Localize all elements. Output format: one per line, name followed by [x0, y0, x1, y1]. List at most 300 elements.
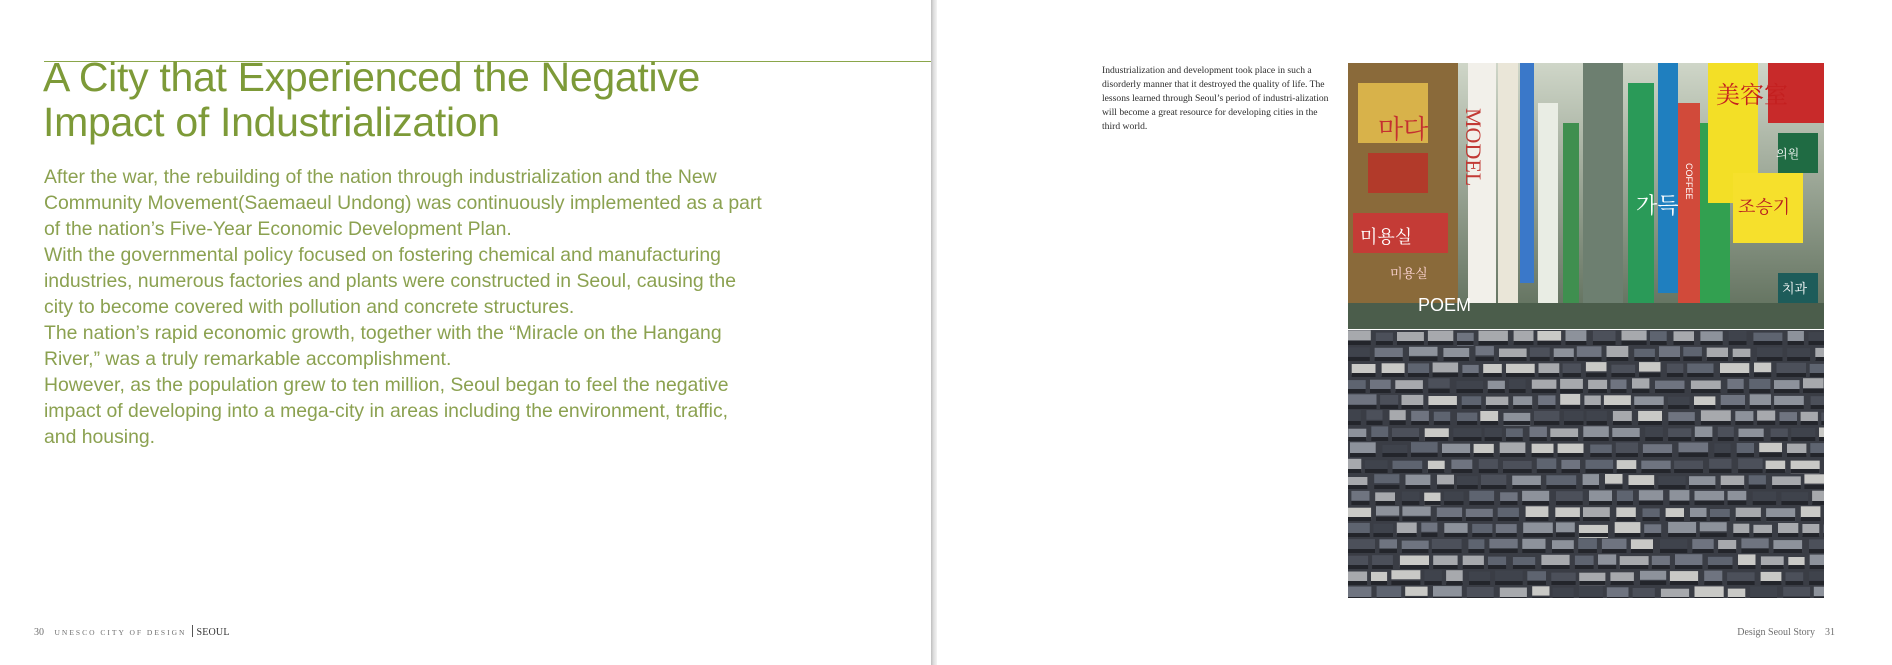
- rooftop: [1694, 396, 1715, 406]
- rooftop-shadow: [1537, 469, 1557, 473]
- rooftop: [1506, 364, 1535, 375]
- rooftop: [1463, 556, 1484, 566]
- rooftop-shadow: [1348, 581, 1367, 585]
- rooftop: [1683, 347, 1702, 356]
- rooftop-shadow: [1402, 501, 1420, 505]
- rooftop: [1532, 444, 1554, 454]
- rooftop-shadow: [1607, 597, 1629, 598]
- rooftop-shadow: [1753, 533, 1772, 537]
- rooftop: [1700, 522, 1727, 531]
- rooftop-shadow: [1700, 533, 1727, 537]
- rooftop-shadow: [1639, 373, 1661, 377]
- rooftop-shadow: [1350, 453, 1376, 457]
- rooftop-shadow: [1348, 405, 1377, 409]
- rooftop-shadow: [1402, 549, 1429, 553]
- rooftop: [1771, 429, 1788, 438]
- rooftop: [1380, 395, 1398, 405]
- rooftop-shadow: [1631, 549, 1653, 553]
- rooftop-shadow: [1691, 389, 1721, 393]
- body-text: [44, 164, 764, 450]
- body-paragraph: With the governmental policy focused on fostering chemical and manufacturing industries, numerous factories and plants were constructed in Seoul, causing the city to become covered with pollution and concrete structures.: [44, 244, 736, 318]
- rooftop: [1598, 554, 1616, 564]
- rooftop: [1411, 442, 1438, 452]
- rooftop: [1409, 347, 1438, 356]
- rooftop: [1791, 428, 1815, 439]
- rooftop: [1444, 523, 1467, 533]
- rooftop-shadow: [1815, 357, 1824, 361]
- sign-dental: 치과: [1782, 282, 1808, 297]
- rooftop-shadow: [1514, 341, 1534, 345]
- rooftop-shadow: [1530, 357, 1550, 361]
- rooftop-shadow: [1432, 549, 1462, 553]
- rooftop-shadow: [1348, 533, 1370, 537]
- rooftop-shadow: [1593, 341, 1616, 345]
- rooftop-shadow: [1561, 469, 1580, 473]
- rooftop-shadow: [1727, 581, 1755, 585]
- rooftop-shadow: [1809, 341, 1825, 345]
- rooftop-shadow: [1513, 405, 1532, 409]
- sign-josunggi: 조승기: [1738, 197, 1791, 218]
- rooftop: [1783, 587, 1810, 596]
- rooftop-shadow: [1558, 453, 1584, 457]
- rooftop: [1586, 460, 1614, 469]
- rooftop-shadow: [1804, 485, 1824, 489]
- rooftop-shadow: [1787, 453, 1806, 457]
- rooftop-shadow: [1738, 469, 1763, 473]
- rooftop-shadow: [1786, 581, 1804, 585]
- rooftop-shadow: [1632, 389, 1649, 393]
- rooftop-shadow: [1534, 421, 1559, 425]
- rooftop-shadow: [1738, 565, 1756, 569]
- rooftop-shadow: [1616, 517, 1636, 521]
- rooftop: [1631, 539, 1653, 550]
- rooftop-shadow: [1611, 389, 1627, 393]
- rooftop-shadow: [1437, 517, 1462, 521]
- rooftop: [1506, 428, 1523, 438]
- rooftop-shadow: [1707, 357, 1728, 361]
- rooftop-shadow: [1457, 485, 1478, 489]
- rooftop-shadow: [1687, 373, 1713, 377]
- rooftop: [1428, 378, 1449, 388]
- rooftop-shadow: [1590, 453, 1612, 457]
- sign-model: MODEL: [1461, 108, 1486, 187]
- rooftop: [1774, 396, 1804, 406]
- rooftop-shadow: [1469, 581, 1490, 585]
- rooftop-shadow: [1617, 501, 1633, 505]
- rooftop-shadow: [1550, 437, 1578, 441]
- sign-gadeuk: 가득: [1636, 194, 1679, 219]
- rooftop: [1527, 571, 1546, 580]
- rooftop: [1366, 410, 1382, 420]
- rooftop: [1774, 380, 1800, 389]
- rooftop-shadow: [1607, 357, 1629, 361]
- rooftop-shadow: [1409, 357, 1438, 361]
- rooftop: [1778, 523, 1798, 533]
- rooftop-shadow: [1425, 437, 1449, 441]
- rooftop-shadow: [1587, 421, 1607, 425]
- rooftop-shadow: [1348, 341, 1371, 345]
- rooftop-shadow: [1485, 437, 1502, 441]
- rooftop-shadow: [1411, 453, 1438, 457]
- rooftop: [1468, 539, 1484, 549]
- sign-poem: POEM: [1418, 295, 1472, 315]
- rooftop-shadow: [1689, 485, 1715, 489]
- rooftop: [1405, 587, 1427, 596]
- rooftop-shadow: [1579, 533, 1608, 537]
- rooftop-shadow: [1783, 597, 1810, 598]
- rooftop-shadow: [1351, 501, 1369, 505]
- rooftop-shadow: [1506, 437, 1523, 441]
- rooftop-shadow: [1483, 373, 1502, 377]
- rooftop-shadow: [1480, 421, 1498, 425]
- rooftop: [1462, 396, 1482, 406]
- rooftop: [1424, 570, 1441, 582]
- rooftop-shadow: [1739, 437, 1764, 441]
- rooftop-shadow: [1733, 357, 1751, 361]
- rooftop-shadow: [1539, 373, 1560, 377]
- rooftop-shadow: [1584, 405, 1600, 409]
- rooftop-shadow: [1527, 581, 1546, 585]
- rooftop: [1537, 331, 1561, 341]
- body-paragraph: After the war, the rebuilding of the nation through industrialization and the New Community Movement(Saemaeul Undong) was continuously implemented as a part of the nation’s Five-Year Economic Development Plan.: [44, 166, 762, 240]
- rooftop-shadow: [1400, 565, 1429, 569]
- rooftop-shadow: [1821, 421, 1824, 425]
- rooftop-shadow: [1554, 357, 1574, 361]
- sign-beauty: 미용실: [1360, 227, 1413, 248]
- rooftop-shadow: [1397, 341, 1424, 345]
- rooftop-shadow: [1451, 469, 1472, 473]
- rooftop-shadow: [1463, 565, 1484, 569]
- rooftop-shadow: [1428, 341, 1453, 345]
- rooftop: [1727, 379, 1743, 391]
- rooftop-shadow: [1643, 517, 1660, 521]
- rooftop-shadow: [1371, 437, 1388, 441]
- rooftop: [1810, 443, 1824, 453]
- rooftop: [1615, 522, 1641, 533]
- rooftop-shadow: [1348, 565, 1368, 569]
- rooftop: [1373, 524, 1393, 534]
- rooftop: [1749, 475, 1766, 484]
- rooftop: [1695, 427, 1713, 438]
- rooftop-shadow: [1428, 389, 1449, 393]
- rooftop-shadow: [1759, 453, 1782, 457]
- rooftop-shadow: [1444, 501, 1463, 505]
- rooftop-shadow: [1408, 373, 1429, 377]
- rooftop: [1554, 348, 1574, 358]
- rooftop: [1611, 380, 1627, 391]
- rooftop-shadow: [1708, 565, 1733, 569]
- rooftop-shadow: [1462, 405, 1482, 409]
- rooftop-shadow: [1690, 517, 1707, 521]
- rooftop: [1639, 362, 1661, 372]
- rooftop: [1721, 395, 1745, 407]
- rooftop-shadow: [1589, 501, 1612, 505]
- rooftop: [1393, 461, 1423, 471]
- rooftop: [1605, 474, 1623, 484]
- rooftop-shadow: [1376, 517, 1399, 521]
- rooftop-shadow: [1504, 421, 1531, 425]
- rooftop-shadow: [1710, 517, 1730, 521]
- rooftop: [1348, 572, 1367, 582]
- rooftop: [1379, 539, 1397, 548]
- rooftop: [1553, 588, 1574, 598]
- rooftop-shadow: [1612, 437, 1639, 441]
- rooftop-shadow: [1718, 437, 1734, 441]
- rooftop: [1437, 508, 1462, 519]
- rooftop: [1801, 506, 1821, 518]
- rooftop-shadow: [1522, 501, 1549, 505]
- photo-caption: Industrialization and development took place in such a disorderly manner that it destroyed the quality of life. The lessons learned through Seoul’s period of industri-alization will become a great resource for developing cities in the third world.: [1102, 65, 1329, 132]
- rooftop-shadow: [1666, 517, 1684, 521]
- rooftop: [1759, 443, 1782, 452]
- rooftop-shadow: [1466, 517, 1493, 521]
- rooftop-shadow: [1348, 549, 1375, 553]
- rooftop: [1754, 363, 1771, 373]
- rooftop: [1537, 458, 1557, 469]
- rooftop-shadow: [1532, 389, 1557, 393]
- rooftop: [1503, 461, 1532, 470]
- rooftop-shadow: [1640, 581, 1666, 585]
- rooftop-shadow: [1757, 421, 1775, 425]
- rooftop-shadow: [1814, 597, 1824, 598]
- rooftop: [1428, 396, 1457, 406]
- rooftop-shadow: [1575, 565, 1594, 569]
- rooftop: [1645, 427, 1663, 438]
- rooftop-shadow: [1819, 437, 1824, 441]
- rooftop-shadow: [1736, 517, 1761, 521]
- rooftop: [1556, 491, 1583, 502]
- rooftop-shadow: [1645, 437, 1663, 441]
- rooftop: [1674, 331, 1695, 342]
- page-number: 30: [34, 627, 44, 638]
- rooftop-shadow: [1560, 389, 1583, 393]
- rooftop: [1804, 474, 1824, 483]
- rooftop-shadow: [1555, 517, 1580, 521]
- rooftop-shadow: [1552, 549, 1574, 553]
- rooftop-shadow: [1583, 517, 1610, 521]
- rooftop: [1701, 410, 1731, 421]
- rooftop-shadow: [1791, 469, 1820, 473]
- rooftop-shadow: [1566, 341, 1587, 345]
- rooftop-shadow: [1733, 533, 1749, 537]
- rooftop-shadow: [1469, 501, 1494, 505]
- rooftop: [1704, 571, 1722, 583]
- rooftop: [1579, 586, 1603, 597]
- rooftop: [1522, 539, 1545, 549]
- rooftop: [1660, 539, 1687, 549]
- folio-divider: [192, 625, 193, 637]
- rooftop: [1667, 364, 1683, 374]
- rooftop: [1750, 587, 1777, 599]
- rooftop-shadow: [1377, 597, 1402, 598]
- rooftop-shadow: [1753, 501, 1776, 505]
- rooftop-shadow: [1379, 549, 1397, 553]
- rooftop-shadow: [1774, 405, 1804, 409]
- rooftop-shadow: [1556, 501, 1583, 505]
- rooftop: [1530, 427, 1547, 439]
- rooftop: [1675, 554, 1702, 566]
- rooftop: [1611, 365, 1635, 374]
- rooftop: [1777, 363, 1807, 373]
- rooftop-shadow: [1811, 405, 1824, 409]
- rooftop-shadow: [1668, 533, 1696, 537]
- rooftop-shadow: [1443, 357, 1469, 361]
- rooftop-shadow: [1564, 421, 1584, 425]
- rooftop: [1348, 330, 1371, 340]
- rooftop-shadow: [1720, 373, 1749, 377]
- rooftop-shadow: [1530, 437, 1547, 441]
- rooftop-shadow: [1629, 485, 1655, 489]
- rooftop-shadow: [1613, 421, 1632, 425]
- rooftop: [1753, 492, 1776, 502]
- rooftop-shadow: [1390, 421, 1406, 425]
- rooftop-shadow: [1444, 533, 1467, 537]
- rooftop: [1444, 492, 1463, 502]
- rooftop: [1348, 394, 1377, 404]
- rooftop-shadow: [1537, 341, 1561, 345]
- rooftop: [1810, 555, 1824, 566]
- rooftop-shadow: [1489, 549, 1517, 553]
- rooftop: [1578, 538, 1597, 549]
- rooftop: [1741, 538, 1768, 548]
- right-page: [937, 0, 1892, 665]
- rooftop-shadow: [1583, 485, 1599, 489]
- sign-coffee: COFFEE: [1684, 163, 1694, 200]
- left-folio: [34, 625, 230, 638]
- rooftop-shadow: [1602, 549, 1627, 553]
- rooftop-shadow: [1675, 565, 1702, 569]
- rooftops-photo: [1348, 330, 1824, 598]
- rooftop-shadow: [1615, 533, 1641, 537]
- rooftop: [1709, 459, 1731, 469]
- rooftop-shadow: [1788, 565, 1804, 569]
- rooftop: [1738, 554, 1756, 566]
- rooftop-shadow: [1823, 533, 1824, 537]
- rooftop-shadow: [1352, 373, 1376, 377]
- rooftop-shadow: [1791, 437, 1815, 441]
- rooftop-shadow: [1620, 565, 1649, 569]
- rooftop: [1348, 587, 1371, 598]
- rooftop-shadow: [1374, 485, 1399, 489]
- sign-beauty-2: 미용실: [1390, 267, 1428, 282]
- rooftop-shadow: [1406, 485, 1431, 489]
- rooftop: [1809, 539, 1824, 550]
- rooftop-shadow: [1761, 565, 1784, 569]
- rooftop: [1616, 443, 1638, 454]
- rooftop: [1530, 348, 1550, 357]
- rooftop: [1433, 556, 1457, 566]
- rooftop-shadow: [1395, 389, 1423, 393]
- rooftop: [1584, 396, 1600, 407]
- rooftop-shadow: [1704, 581, 1722, 585]
- rooftop: [1607, 346, 1629, 358]
- rooftop-shadow: [1661, 597, 1689, 598]
- title-line: A City that Experienced the Negative: [43, 54, 700, 100]
- rooftop: [1558, 444, 1584, 453]
- rooftop: [1467, 587, 1494, 598]
- rooftop-shadow: [1655, 389, 1685, 393]
- rooftop-shadow: [1433, 597, 1462, 598]
- rooftop-shadow: [1551, 581, 1575, 585]
- rooftop: [1500, 442, 1526, 454]
- rooftop-shadow: [1474, 453, 1494, 457]
- rooftop: [1350, 442, 1376, 454]
- rooftop-shadow: [1523, 533, 1553, 537]
- rooftop-shadow: [1757, 357, 1783, 361]
- rooftop: [1692, 539, 1713, 551]
- rooftop-shadow: [1421, 533, 1437, 537]
- rooftop-shadow: [1694, 405, 1715, 409]
- rooftop-shadow: [1611, 373, 1635, 377]
- rooftop-shadow: [1728, 501, 1747, 505]
- rooftop-shadow: [1513, 565, 1535, 569]
- rooftop-shadow: [1556, 533, 1575, 537]
- rooftop-shadow: [1737, 453, 1754, 457]
- rooftop-shadow: [1348, 357, 1370, 361]
- body-paragraph: The nation’s rapid economic growth, together with the “Miracle on the Hangang River,” was a truly remarkable accomplishment.: [44, 322, 722, 370]
- rooftop: [1469, 491, 1494, 503]
- rooftop: [1772, 476, 1801, 485]
- rooftop-shadow: [1397, 533, 1417, 537]
- rooftop-shadow: [1692, 549, 1713, 553]
- rooftop: [1411, 411, 1429, 422]
- rooftop: [1496, 524, 1517, 533]
- rooftop: [1714, 443, 1730, 453]
- rooftop-shadow: [1622, 341, 1647, 345]
- rooftop: [1480, 411, 1498, 422]
- rooftop-shadow: [1679, 453, 1709, 457]
- rooftop-shadow: [1498, 517, 1519, 521]
- rooftop-shadow: [1434, 421, 1450, 425]
- rooftop: [1483, 364, 1502, 374]
- rooftop: [1437, 475, 1454, 485]
- rooftop-shadow: [1695, 597, 1724, 598]
- rooftop: [1489, 539, 1517, 548]
- rooftop-shadow: [1668, 437, 1691, 441]
- rooftop: [1788, 557, 1804, 566]
- rooftop-shadow: [1787, 357, 1810, 361]
- rooftop: [1632, 378, 1649, 388]
- rooftop-shadow: [1772, 485, 1801, 489]
- rooftop-shadow: [1802, 533, 1819, 537]
- rooftop-shadow: [1617, 469, 1637, 473]
- rooftop-shadow: [1753, 341, 1782, 345]
- rooftop-shadow: [1366, 421, 1382, 425]
- rooftop: [1809, 571, 1824, 580]
- rooftop: [1532, 380, 1557, 389]
- title-line: Impact of Industrialization: [43, 99, 500, 145]
- rooftop-shadow: [1457, 421, 1477, 425]
- rooftop: [1727, 572, 1755, 581]
- rooftop: [1348, 556, 1368, 566]
- rooftop-shadow: [1810, 565, 1824, 569]
- right-folio: [1737, 627, 1835, 638]
- folio-city: SEOUL: [196, 627, 230, 638]
- rooftop-shadow: [1604, 405, 1631, 409]
- rooftop: [1583, 426, 1609, 438]
- rooftop-shadow: [1479, 469, 1498, 473]
- rooftop-shadow: [1402, 517, 1430, 521]
- rooftop-shadow: [1809, 581, 1824, 585]
- rooftop: [1612, 428, 1639, 437]
- rooftop-shadow: [1750, 597, 1777, 598]
- rooftop-shadow: [1486, 405, 1508, 409]
- rooftop-shadow: [1674, 469, 1703, 473]
- rooftop-shadow: [1810, 373, 1824, 377]
- rooftop-shadow: [1348, 389, 1366, 393]
- rooftop-shadow: [1375, 501, 1395, 505]
- rooftop: [1457, 476, 1478, 485]
